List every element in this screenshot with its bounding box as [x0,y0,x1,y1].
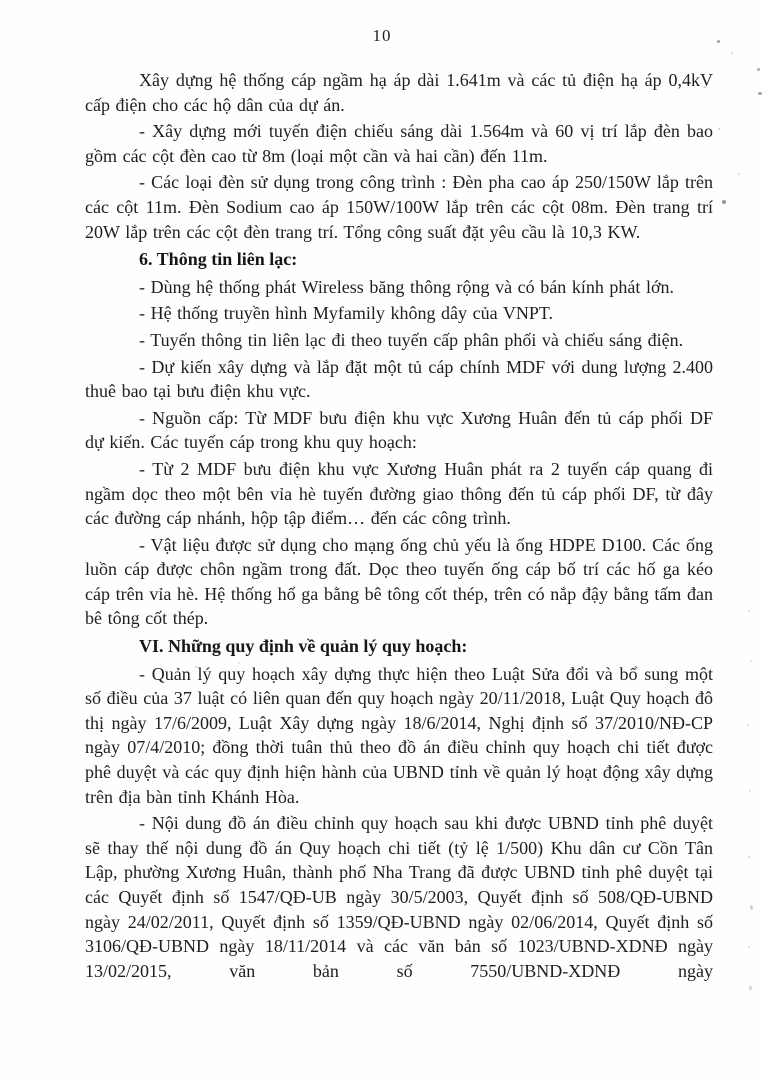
paragraph: - Dự kiến xây dựng và lắp đặt một tủ cáp chính MDF với dung lượng 2.400 thuê bao tại bưu điện khu vực. [85,356,713,402]
scan-speck [704,86,706,88]
paragraph: - Tuyến thông tin liên lạc đi theo tuyến cấp phân phối và chiếu sáng điện. [139,329,684,350]
scan-speck [722,200,726,204]
paragraph: - Quản lý quy hoạch xây dựng thực hiện theo Luật Sửa đổi và bổ sung một số điều của 37 luật có liên quan đến quy hoạch ngày 20/11/2018, Luật Quy hoạch đô thị ngày 17/6/2009, Luật Xây dựng ngày 18/6/2014, Nghị định số 37/2010/NĐ-CP ngày 07/4/2010; đồng thời tuân thủ theo đồ án điều chỉnh quy hoạch chi tiết được phê duyệt và các quy định hiện hành của UBND tỉnh về quản lý hoạt động xây dựng trên địa bàn tỉnh Khánh Hòa. [85,663,713,807]
scan-speck [747,724,749,726]
page-number: 10 [372,26,392,45]
section-heading: VI. Những quy định về quản lý quy hoạch: [139,636,468,657]
scan-speck [750,905,753,910]
scan-speck [748,946,750,948]
section-heading: 6. Thông tin liên lạc: [139,249,298,270]
scan-speck [749,790,751,792]
scan-speck [750,660,752,662]
document-body [85,68,713,985]
paragraph: - Nguồn cấp: Từ MDF bưu điện khu vực Xương Huân đến tủ cáp phối DF dự kiến. Các tuyến cáp trong khu quy hoạch: [85,407,713,453]
paragraph: - Các loại đèn sử dụng trong công trình : Đèn pha cao áp 250/150W lắp trên các cột 11m. Đèn Sodium cao áp 150W/100W lắp trên các cột 08m. Đèn trang trí 20W lắp trên các cột đèn trang trí. Tổng công suất đặt yêu cầu là 10,3 KW. [85,172,713,242]
paragraph: - Từ 2 MDF bưu điện khu vực Xương Huân phát ra 2 tuyến cáp quang đi ngầm dọc theo một bên vỉa hè tuyến đường giao thông đến tủ cáp phối DF, từ đây các đường cáp nhánh, hộp tập điểm… đến các công trình. [85,458,713,529]
paragraph: Xây dựng hệ thống cáp ngầm hạ áp dài 1.641m và các tủ điện hạ áp 0,4kV cấp điện cho các hộ dân của dự án. [85,70,713,115]
scan-speck [757,68,760,71]
scan-speck [195,666,197,668]
scan-speck [749,986,752,990]
paragraph: - Vật liệu được sử dụng cho mạng ống chủ yếu là ống HDPE D100. Các ống luồn cáp được chôn ngầm trong đất. Dọc theo tuyến ống cáp bố trí các hố ga kéo cáp trên vỉa hè. Hệ thống hố ga bằng bê tông cốt thép, trên có nắp đậy bằng tấm đan bê tông cốt thép. [85,534,713,629]
scan-speck [731,52,733,54]
paragraph: - Nội dung đồ án điều chỉnh quy hoạch sau khi được UBND tỉnh phê duyệt sẽ thay thế nội dung đồ án Quy hoạch chi tiết (tỷ lệ 1/500) Khu dân cư Cồn Tân Lập, phường Xương Huân, thành phố Nha Trang đã được UBND tỉnh phê duyệt tại các Quyết định số 1547/QĐ-UB ngày 30/5/2003, Quyết định số 508/QĐ-UBND ngày 24/02/2011, Quyết định số 1359/QĐ-UBND ngày 02/06/2014, Quyết định số 3106/QĐ-UBND ngày 18/11/2014 và các văn bản số 1023/UBND-XDNĐ ngày 13/02/2015, văn bản số 7550/UBND-XDNĐ ngày [85,813,713,981]
scan-speck [238,662,240,664]
scan-speck [718,128,720,130]
scan-speck [748,610,750,612]
paragraph: - Dùng hệ thống phát Wireless băng thông rộng và có bán kính phát lớn. [139,276,674,297]
scan-speck [748,856,750,858]
paragraph: - Xây dựng mới tuyến điện chiếu sáng dài 1.564m và 60 vị trí lắp đèn bao gồm các cột đèn cao từ 8m (loại một cần và hai cần) đến 11m. [85,121,713,166]
scan-speck [758,92,762,95]
scan-speck [717,40,720,43]
scan-speck [738,173,740,175]
paragraph: - Hệ thống truyền hình Myfamily không dây của VNPT. [139,303,553,324]
